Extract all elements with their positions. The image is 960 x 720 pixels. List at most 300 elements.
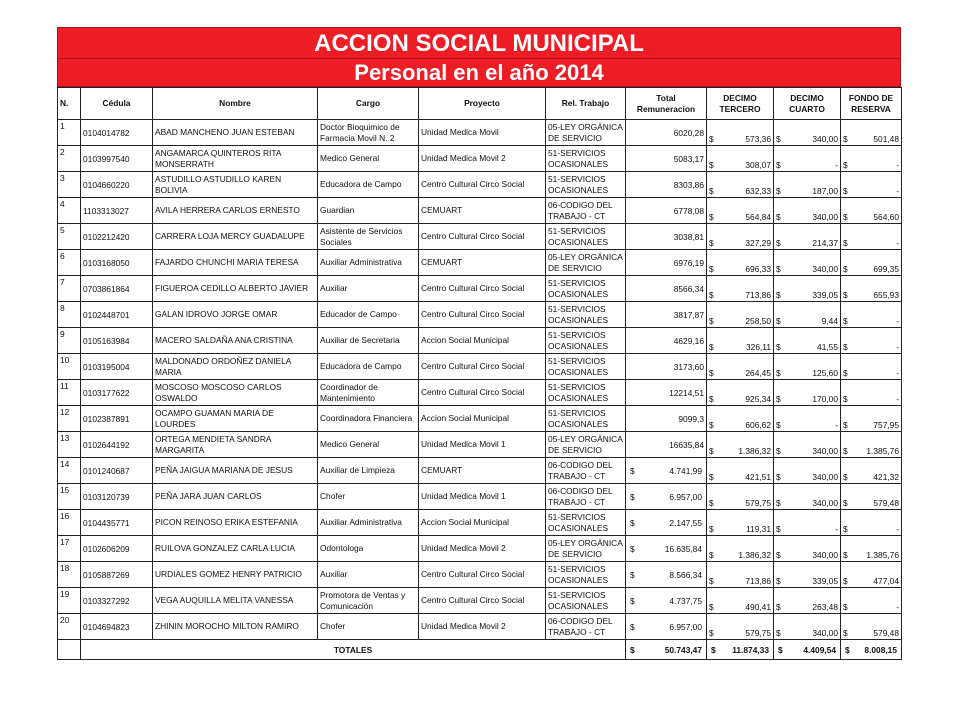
header-row <box>58 88 902 120</box>
cell-cedula: 0101240687 <box>81 458 153 484</box>
report-title: ACCION SOCIAL MUNICIPAL <box>57 27 901 59</box>
currency-symbol: $ <box>776 446 781 456</box>
cell-total-remuneracion: 5083,17 <box>626 146 707 172</box>
cell-nombre: OCAMPO GUAMAN MARIA DE LOURDES <box>153 406 318 432</box>
currency-symbol: $ <box>843 550 848 560</box>
currency-symbol: $ <box>709 628 714 638</box>
cell-decimo-tercero: $ 713,86 <box>707 562 774 588</box>
cell-no: 16 <box>58 510 81 536</box>
cell-fondo-reserva: $ 579,48 <box>841 484 902 510</box>
currency-symbol: $ <box>776 290 781 300</box>
currency-symbol: $ <box>776 264 781 274</box>
currency-symbol: $ <box>776 342 781 352</box>
cell-decimo-cuarto: $ 170,00 <box>774 380 841 406</box>
cell-proyecto: Centro Cultural Circo Social <box>419 354 546 380</box>
cell-decimo-tercero: $ 119,31 <box>707 510 774 536</box>
currency-symbol: $ <box>776 160 781 170</box>
currency-symbol: $ <box>843 238 848 248</box>
table-row <box>58 302 902 328</box>
cell-proyecto: Centro Cultural Circo Social <box>419 380 546 406</box>
cell-cedula: 0102212420 <box>81 224 153 250</box>
cell-total-remuneracion: $ 6.957,00 <box>626 614 707 640</box>
totals-decimo-cuarto: $ 4.409,54 <box>774 640 841 660</box>
cell-no: 8 <box>58 302 81 328</box>
header-nombre: Nombre <box>153 88 318 120</box>
cell-proyecto: CEMUART <box>419 198 546 224</box>
currency-symbol: $ <box>709 342 714 352</box>
cell-no: 9 <box>58 328 81 354</box>
cell-cargo: Auxiliar de Limpieza <box>318 458 419 484</box>
cell-fondo-reserva: $ - <box>841 224 902 250</box>
cell-proyecto: Accion Social Municipal <box>419 328 546 354</box>
cell-cargo: Coordinadora Financiera <box>318 406 419 432</box>
cell-cargo: Auxiliar <box>318 276 419 302</box>
cell-decimo-cuarto: $ 340,00 <box>774 120 841 146</box>
cell-cargo: Chofer <box>318 484 419 510</box>
cell-no: 11 <box>58 380 81 406</box>
currency-symbol: $ <box>630 465 635 476</box>
cell-total-remuneracion: 9099,3 <box>626 406 707 432</box>
currency-symbol: $ <box>843 342 848 352</box>
cell-nombre: ANGAMARCA QUINTEROS RITA MONSERRATH <box>153 146 318 172</box>
currency-symbol: $ <box>843 602 848 612</box>
currency-symbol: $ <box>776 602 781 612</box>
cell-total-remuneracion: 8303,86 <box>626 172 707 198</box>
cell-decimo-tercero: $ 264,45 <box>707 354 774 380</box>
cell-total-remuneracion: 16635,84 <box>626 432 707 458</box>
currency-symbol: $ <box>776 134 781 144</box>
currency-symbol: $ <box>630 569 635 580</box>
currency-symbol: $ <box>843 628 848 638</box>
cell-decimo-cuarto: $ 125,60 <box>774 354 841 380</box>
cell-no: 15 <box>58 484 81 510</box>
cell-total-remuneracion: 6778,08 <box>626 198 707 224</box>
cell-total-remuneracion: $ 6.957,00 <box>626 484 707 510</box>
cell-rel-trabajo: 06-CODIGO DEL TRABAJO - CT <box>546 458 626 484</box>
cell-rel-trabajo: 51-SERVICIOS OCASIONALES <box>546 510 626 536</box>
currency-symbol: $ <box>709 238 714 248</box>
totals-decimo-tercero: $ 11.874,33 <box>707 640 774 660</box>
cell-nombre: CARRERA LOJA MERCY GUADALUPE <box>153 224 318 250</box>
currency-symbol: $ <box>843 576 848 586</box>
currency-symbol: $ <box>709 420 714 430</box>
cell-proyecto: Centro Cultural Circo Social <box>419 172 546 198</box>
currency-symbol: $ <box>709 290 714 300</box>
table-row <box>58 198 902 224</box>
table-row <box>58 276 902 302</box>
cell-cedula: 0103327292 <box>81 588 153 614</box>
cell-nombre: MALDONADO ORDOÑEZ DANIELA MARIA <box>153 354 318 380</box>
cell-nombre: ABAD MANCHENO JUAN ESTEBAN <box>153 120 318 146</box>
cell-decimo-tercero: $ 573,36 <box>707 120 774 146</box>
cell-decimo-cuarto: $ 214,37 <box>774 224 841 250</box>
cell-nombre: ORTEGA MENDIETA SANDRA MARGARITA <box>153 432 318 458</box>
table-row <box>58 406 902 432</box>
cell-proyecto: Unidad Medica Movil 2 <box>419 614 546 640</box>
cell-no: 5 <box>58 224 81 250</box>
currency-symbol: $ <box>711 644 716 655</box>
cell-nombre: AVILA HERRERA CARLOS ERNESTO <box>153 198 318 224</box>
cell-decimo-tercero: $ 579,75 <box>707 484 774 510</box>
cell-cargo: Auxiliar <box>318 562 419 588</box>
cell-decimo-cuarto: $ 340,00 <box>774 250 841 276</box>
currency-symbol: $ <box>843 186 848 196</box>
cell-fondo-reserva: $ 501,48 <box>841 120 902 146</box>
currency-symbol: $ <box>709 446 714 456</box>
currency-symbol: $ <box>630 595 635 606</box>
cell-proyecto: CEMUART <box>419 250 546 276</box>
currency-symbol: $ <box>776 368 781 378</box>
cell-proyecto: Unidad Medica Movil 1 <box>419 484 546 510</box>
cell-cedula: 0103195004 <box>81 354 153 380</box>
cell-fondo-reserva: $ 757,95 <box>841 406 902 432</box>
cell-cargo: Educadora de Campo <box>318 354 419 380</box>
currency-symbol: $ <box>776 238 781 248</box>
currency-symbol: $ <box>845 644 850 655</box>
cell-decimo-tercero: $ 696,33 <box>707 250 774 276</box>
cell-decimo-cuarto: $ - <box>774 146 841 172</box>
cell-no: 1 <box>58 120 81 146</box>
cell-decimo-tercero: $ 308,07 <box>707 146 774 172</box>
cell-decimo-tercero: $ 326,11 <box>707 328 774 354</box>
cell-total-remuneracion: $ 4.741,99 <box>626 458 707 484</box>
cell-decimo-cuarto: $ 9,44 <box>774 302 841 328</box>
currency-symbol: $ <box>843 498 848 508</box>
currency-symbol: $ <box>776 394 781 404</box>
cell-cedula: 0103997540 <box>81 146 153 172</box>
totals-total: $ 50.743,47 <box>626 640 707 660</box>
cell-cargo: Medico General <box>318 146 419 172</box>
totals-label: TOTALES <box>81 640 626 660</box>
currency-symbol: $ <box>843 160 848 170</box>
currency-symbol: $ <box>709 368 714 378</box>
cell-no: 13 <box>58 432 81 458</box>
cell-proyecto: Centro Cultural Circo Social <box>419 224 546 250</box>
cell-cargo: Chofer <box>318 614 419 640</box>
cell-decimo-cuarto: $ 340,00 <box>774 432 841 458</box>
table-row <box>58 380 902 406</box>
currency-symbol: $ <box>630 621 635 632</box>
cell-decimo-cuarto: $ - <box>774 510 841 536</box>
table-row <box>58 562 902 588</box>
cell-fondo-reserva: $ - <box>841 172 902 198</box>
cell-decimo-tercero: $ 327,29 <box>707 224 774 250</box>
cell-fondo-reserva: $ 477,04 <box>841 562 902 588</box>
cell-rel-trabajo: 51-SERVICIOS OCASIONALES <box>546 380 626 406</box>
cell-nombre: URDIALES GOMEZ HENRY PATRICIO <box>153 562 318 588</box>
cell-rel-trabajo: 51-SERVICIOS OCASIONALES <box>546 588 626 614</box>
cell-decimo-cuarto: $ 340,00 <box>774 614 841 640</box>
cell-no: 10 <box>58 354 81 380</box>
cell-rel-trabajo: 06-CODIGO DEL TRABAJO - CT <box>546 614 626 640</box>
totals-spacer <box>58 640 81 660</box>
currency-symbol: $ <box>843 368 848 378</box>
cell-fondo-reserva: $ - <box>841 380 902 406</box>
cell-decimo-cuarto: $ 263,48 <box>774 588 841 614</box>
cell-nombre: ASTUDILLO ASTUDILLO KAREN BOLIVIA <box>153 172 318 198</box>
cell-rel-trabajo: 06-CODIGO DEL TRABAJO - CT <box>546 198 626 224</box>
header-fondo-reserva: FONDO DE RESERVA <box>841 88 902 120</box>
cell-decimo-cuarto: $ 339,05 <box>774 562 841 588</box>
cell-fondo-reserva: $ 564,60 <box>841 198 902 224</box>
currency-symbol: $ <box>709 316 714 326</box>
cell-decimo-cuarto: $ 339,05 <box>774 276 841 302</box>
cell-decimo-cuarto: $ 41,55 <box>774 328 841 354</box>
currency-symbol: $ <box>776 420 781 430</box>
cell-cedula: 0104435771 <box>81 510 153 536</box>
cell-cedula: 0703861864 <box>81 276 153 302</box>
cell-cedula: 0104014782 <box>81 120 153 146</box>
cell-decimo-cuarto: $ 340,00 <box>774 536 841 562</box>
cell-proyecto: Unidad Medica Movil 2 <box>419 536 546 562</box>
cell-rel-trabajo: 06-CODIGO DEL TRABAJO - CT <box>546 484 626 510</box>
cell-rel-trabajo: 51-SERVICIOS OCASIONALES <box>546 172 626 198</box>
cell-no: 12 <box>58 406 81 432</box>
cell-fondo-reserva: $ 1.385,76 <box>841 432 902 458</box>
cell-total-remuneracion: 8566,34 <box>626 276 707 302</box>
cell-decimo-cuarto: $ 340,00 <box>774 198 841 224</box>
cell-decimo-tercero: $ 564,84 <box>707 198 774 224</box>
cell-no: 7 <box>58 276 81 302</box>
cell-rel-trabajo: 05-LEY ORGÁNICA DE SERVICIO <box>546 250 626 276</box>
header-rel-trabajo: Rel. Trabajo <box>546 88 626 120</box>
cell-nombre: PEÑA JARA JUAN CARLOS <box>153 484 318 510</box>
cell-cargo: Auxiliar Administrativa <box>318 250 419 276</box>
cell-total-remuneracion: 6020,28 <box>626 120 707 146</box>
cell-nombre: PEÑA JAIGUA MARIANA DE JESUS <box>153 458 318 484</box>
cell-no: 2 <box>58 146 81 172</box>
cell-cedula: 0103177622 <box>81 380 153 406</box>
cell-proyecto: Accion Social Municipal <box>419 406 546 432</box>
cell-decimo-tercero: $ 606,62 <box>707 406 774 432</box>
table-row <box>58 588 902 614</box>
report-subtitle: Personal en el año 2014 <box>57 59 901 87</box>
cell-fondo-reserva: $ - <box>841 302 902 328</box>
currency-symbol: $ <box>709 550 714 560</box>
cell-no: 18 <box>58 562 81 588</box>
currency-symbol: $ <box>776 316 781 326</box>
currency-symbol: $ <box>709 524 714 534</box>
cell-cedula: 0102606209 <box>81 536 153 562</box>
cell-decimo-tercero: $ 925,34 <box>707 380 774 406</box>
cell-decimo-cuarto: $ 187,00 <box>774 172 841 198</box>
currency-symbol: $ <box>843 212 848 222</box>
cell-total-remuneracion: $ 16.635,84 <box>626 536 707 562</box>
currency-symbol: $ <box>843 524 848 534</box>
cell-proyecto: Unidad Medica Movil <box>419 120 546 146</box>
table-row <box>58 172 902 198</box>
personnel-sheet <box>57 27 901 660</box>
cell-nombre: ZHININ MOROCHO MILTON RAMIRO <box>153 614 318 640</box>
currency-symbol: $ <box>843 316 848 326</box>
totals-fondo-reserva: $ 8.008,15 <box>841 640 902 660</box>
currency-symbol: $ <box>709 160 714 170</box>
cell-fondo-reserva: $ 421,32 <box>841 458 902 484</box>
cell-no: 4 <box>58 198 81 224</box>
cell-total-remuneracion: 4629,16 <box>626 328 707 354</box>
cell-rel-trabajo: 51-SERVICIOS OCASIONALES <box>546 406 626 432</box>
currency-symbol: $ <box>630 517 635 528</box>
cell-cargo: Educadora de Campo <box>318 172 419 198</box>
cell-cedula: 0102448701 <box>81 302 153 328</box>
totals-row <box>58 640 902 660</box>
header-cedula: Cédula <box>81 88 153 120</box>
currency-symbol: $ <box>776 212 781 222</box>
cell-proyecto: Centro Cultural Circo Social <box>419 276 546 302</box>
table-row <box>58 432 902 458</box>
cell-nombre: VEGA AUQUILLA MELITA VANESSA <box>153 588 318 614</box>
header-no: N. <box>58 88 81 120</box>
currency-symbol: $ <box>709 394 714 404</box>
table-row <box>58 614 902 640</box>
cell-total-remuneracion: 3038,81 <box>626 224 707 250</box>
cell-no: 14 <box>58 458 81 484</box>
cell-no: 6 <box>58 250 81 276</box>
cell-nombre: FIGUEROA CEDILLO ALBERTO JAVIER <box>153 276 318 302</box>
cell-no: 17 <box>58 536 81 562</box>
cell-cargo: Auxiliar Administrativa <box>318 510 419 536</box>
cell-nombre: GALAN IDROVO JORGE OMAR <box>153 302 318 328</box>
cell-rel-trabajo: 51-SERVICIOS OCASIONALES <box>546 302 626 328</box>
cell-cargo: Coordinador de Mantenimiento <box>318 380 419 406</box>
cell-total-remuneracion: 3173,60 <box>626 354 707 380</box>
cell-cargo: Promotora de Ventas y Comunicación <box>318 588 419 614</box>
currency-symbol: $ <box>843 394 848 404</box>
cell-fondo-reserva: $ - <box>841 354 902 380</box>
cell-no: 20 <box>58 614 81 640</box>
cell-cedula: 0104694823 <box>81 614 153 640</box>
cell-rel-trabajo: 05-LEY ORGÁNICA DE SERVICIO <box>546 120 626 146</box>
currency-symbol: $ <box>843 264 848 274</box>
currency-symbol: $ <box>709 264 714 274</box>
cell-rel-trabajo: 05-LEY ORGÁNICA DE SERVICIO <box>546 536 626 562</box>
table-row <box>58 146 902 172</box>
cell-cargo: Auxiliar de Secretaria <box>318 328 419 354</box>
cell-nombre: MOSCOSO MOSCOSO CARLOS OSWALDO <box>153 380 318 406</box>
cell-decimo-tercero: $ 258,50 <box>707 302 774 328</box>
header-decimo-cuarto: DECIMO CUARTO <box>774 88 841 120</box>
currency-symbol: $ <box>843 420 848 430</box>
cell-total-remuneracion: $ 4.737,75 <box>626 588 707 614</box>
cell-total-remuneracion: $ 8.566,34 <box>626 562 707 588</box>
cell-rel-trabajo: 05-LEY ORGÁNICA DE SERVICIO <box>546 432 626 458</box>
cell-cedula: 0103168050 <box>81 250 153 276</box>
cell-nombre: MACERO SALDAÑA ANA CRISTINA <box>153 328 318 354</box>
cell-fondo-reserva: $ - <box>841 588 902 614</box>
cell-cedula: 1103313027 <box>81 198 153 224</box>
currency-symbol: $ <box>776 628 781 638</box>
currency-symbol: $ <box>776 576 781 586</box>
cell-cedula: 0102644192 <box>81 432 153 458</box>
cell-rel-trabajo: 51-SERVICIOS OCASIONALES <box>546 276 626 302</box>
currency-symbol: $ <box>776 186 781 196</box>
currency-symbol: $ <box>843 446 848 456</box>
cell-decimo-tercero: $ 579,75 <box>707 614 774 640</box>
currency-symbol: $ <box>709 602 714 612</box>
currency-symbol: $ <box>630 491 635 502</box>
currency-symbol: $ <box>776 524 781 534</box>
cell-fondo-reserva: $ 699,35 <box>841 250 902 276</box>
cell-decimo-cuarto: $ - <box>774 406 841 432</box>
cell-cedula: 0105163984 <box>81 328 153 354</box>
cell-cedula: 0104660220 <box>81 172 153 198</box>
cell-proyecto: Unidad Medica Movil 2 <box>419 146 546 172</box>
cell-rel-trabajo: 51-SERVICIOS OCASIONALES <box>546 354 626 380</box>
table-row <box>58 458 902 484</box>
cell-decimo-cuarto: $ 340,00 <box>774 458 841 484</box>
table-row <box>58 120 902 146</box>
cell-cargo: Guardian <box>318 198 419 224</box>
cell-decimo-tercero: $ 1.386,32 <box>707 432 774 458</box>
currency-symbol: $ <box>843 290 848 300</box>
cell-cargo: Medico General <box>318 432 419 458</box>
cell-decimo-tercero: $ 632,33 <box>707 172 774 198</box>
cell-fondo-reserva: $ - <box>841 328 902 354</box>
cell-decimo-tercero: $ 421,51 <box>707 458 774 484</box>
currency-symbol: $ <box>709 498 714 508</box>
personnel-table <box>57 87 902 660</box>
cell-nombre: PICON REINOSO ERIKA ESTEFANIA <box>153 510 318 536</box>
cell-fondo-reserva: $ - <box>841 510 902 536</box>
cell-decimo-tercero: $ 1.386,32 <box>707 536 774 562</box>
table-row <box>58 354 902 380</box>
cell-cedula: 0103120739 <box>81 484 153 510</box>
cell-total-remuneracion: $ 2.147,55 <box>626 510 707 536</box>
header-proyecto: Proyecto <box>419 88 546 120</box>
currency-symbol: $ <box>709 186 714 196</box>
currency-symbol: $ <box>709 576 714 586</box>
cell-rel-trabajo: 51-SERVICIOS OCASIONALES <box>546 224 626 250</box>
table-row <box>58 224 902 250</box>
cell-cargo: Asistente de Servicios Sociales <box>318 224 419 250</box>
cell-proyecto: Accion Social Municipal <box>419 510 546 536</box>
cell-rel-trabajo: 51-SERVICIOS OCASIONALES <box>546 146 626 172</box>
cell-cargo: Educador de Campo <box>318 302 419 328</box>
header-total-remuneracion: Total Remuneracion <box>626 88 707 120</box>
cell-proyecto: Centro Cultural Circo Social <box>419 588 546 614</box>
currency-symbol: $ <box>709 134 714 144</box>
cell-total-remuneracion: 3817,87 <box>626 302 707 328</box>
header-cargo: Cargo <box>318 88 419 120</box>
cell-proyecto: CEMUART <box>419 458 546 484</box>
currency-symbol: $ <box>776 472 781 482</box>
header-decimo-tercero: DECIMO TERCERO <box>707 88 774 120</box>
currency-symbol: $ <box>630 543 635 554</box>
cell-fondo-reserva: $ - <box>841 146 902 172</box>
cell-nombre: FAJARDO CHUNCHI MARIA TERESA <box>153 250 318 276</box>
table-row <box>58 510 902 536</box>
cell-total-remuneracion: 6976,19 <box>626 250 707 276</box>
cell-proyecto: Unidad Medica Movil 1 <box>419 432 546 458</box>
cell-proyecto: Centro Cultural Circo Social <box>419 562 546 588</box>
table-row <box>58 250 902 276</box>
currency-symbol: $ <box>778 644 783 655</box>
table-row <box>58 484 902 510</box>
cell-no: 3 <box>58 172 81 198</box>
cell-no: 19 <box>58 588 81 614</box>
currency-symbol: $ <box>776 498 781 508</box>
cell-fondo-reserva: $ 655,93 <box>841 276 902 302</box>
currency-symbol: $ <box>843 472 848 482</box>
cell-cargo: Odontologa <box>318 536 419 562</box>
cell-rel-trabajo: 51-SERVICIOS OCASIONALES <box>546 328 626 354</box>
cell-fondo-reserva: $ 579,48 <box>841 614 902 640</box>
cell-decimo-cuarto: $ 340,00 <box>774 484 841 510</box>
cell-decimo-tercero: $ 713,86 <box>707 276 774 302</box>
cell-cargo: Doctor Bioquimico de Farmacia Movil N. 2 <box>318 120 419 146</box>
currency-symbol: $ <box>776 550 781 560</box>
cell-nombre: RUILOVA GONZALEZ CARLA LUCIA <box>153 536 318 562</box>
